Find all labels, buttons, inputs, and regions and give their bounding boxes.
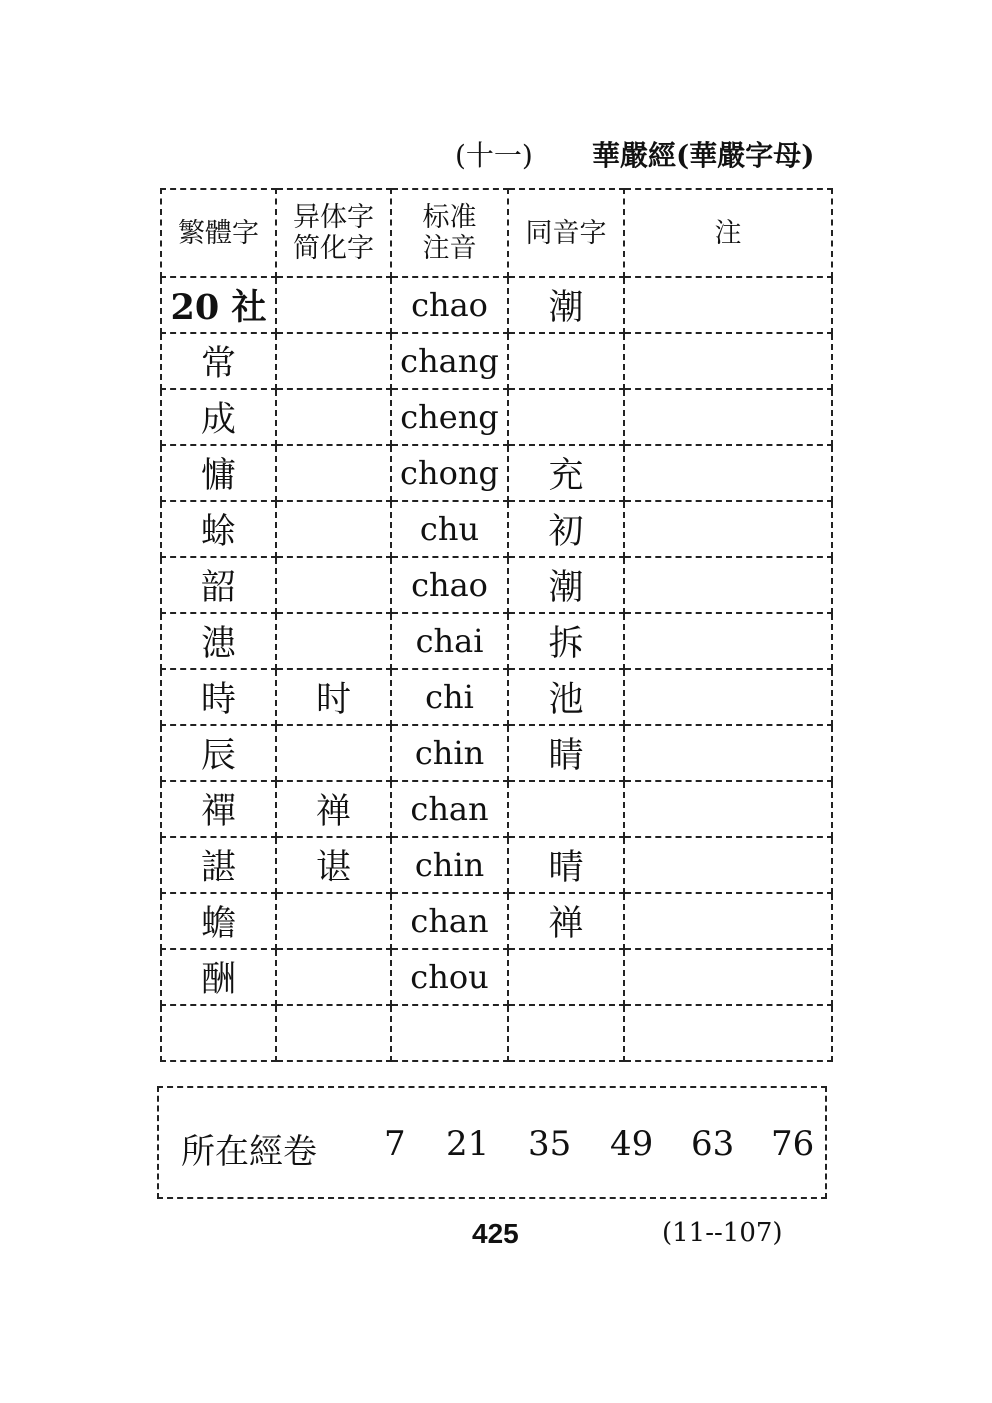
cell-homophone: 禅 — [508, 893, 624, 949]
cell-pinyin: chao — [391, 277, 508, 333]
cell-traditional: 禪 — [161, 781, 276, 837]
cell-note — [624, 837, 832, 893]
cell-traditional: 蟾 — [161, 893, 276, 949]
cell-note — [624, 333, 832, 389]
cell-pinyin: chou — [391, 949, 508, 1005]
column-header-note: 注 — [624, 189, 832, 277]
cell-note — [624, 613, 832, 669]
cell-variant — [276, 949, 391, 1005]
cell-traditional: 蜍 — [161, 501, 276, 557]
cell-homophone: 充 — [508, 445, 624, 501]
cell-variant — [276, 277, 391, 333]
table-row — [161, 501, 832, 557]
volume-box — [157, 1086, 827, 1199]
column-header-homophone: 同音字 — [508, 189, 624, 277]
table-row — [161, 893, 832, 949]
cell-traditional: 成 — [161, 389, 276, 445]
cell-variant: 时 — [276, 669, 391, 725]
cell-homophone — [508, 781, 624, 837]
table-row — [161, 669, 832, 725]
table-row — [161, 445, 832, 501]
table-row — [161, 557, 832, 613]
table-row — [161, 725, 832, 781]
column-header-traditional: 繁體字 — [161, 189, 276, 277]
cell-variant — [276, 613, 391, 669]
cell-pinyin: chu — [391, 501, 508, 557]
table-row — [161, 613, 832, 669]
page-number: 425 — [472, 1218, 519, 1249]
cell-homophone: 晴 — [508, 837, 624, 893]
volume-number: 7 — [384, 1124, 406, 1164]
cell-pinyin: chi — [391, 669, 508, 725]
cell-pinyin: chao — [391, 557, 508, 613]
cell-traditional: 諶 — [161, 837, 276, 893]
reference-code: (11--107) — [662, 1218, 783, 1248]
volume-label: 所在經卷 — [181, 1132, 317, 1172]
cell-variant — [276, 557, 391, 613]
volume-number: 21 — [446, 1124, 490, 1164]
cell-homophone: 潮 — [508, 557, 624, 613]
page-title: 華嚴經(華嚴字母) — [592, 139, 815, 172]
cell-traditional: 酬 — [161, 949, 276, 1005]
cell-traditional: 辰 — [161, 725, 276, 781]
volume-number: 35 — [528, 1124, 572, 1164]
cell-homophone: 睛 — [508, 725, 624, 781]
cell-variant — [276, 501, 391, 557]
cell-homophone — [508, 333, 624, 389]
column-header-pinyin: 标准 注音 — [391, 189, 508, 277]
table-row — [161, 781, 832, 837]
cell-pinyin — [391, 1005, 508, 1061]
cell-pinyin: chin — [391, 725, 508, 781]
volume-number: 49 — [610, 1124, 654, 1164]
cell-note — [624, 501, 832, 557]
table-row — [161, 837, 832, 893]
cell-homophone: 拆 — [508, 613, 624, 669]
cell-traditional — [161, 1005, 276, 1061]
table-row — [161, 277, 832, 333]
cell-note — [624, 445, 832, 501]
cell-traditional: 常 — [161, 333, 276, 389]
cell-variant: 谌 — [276, 837, 391, 893]
cell-note — [624, 893, 832, 949]
cell-traditional: 慵 — [161, 445, 276, 501]
table-row — [161, 333, 832, 389]
cell-pinyin: chan — [391, 781, 508, 837]
cell-variant — [276, 725, 391, 781]
cell-pinyin: chang — [391, 333, 508, 389]
table-header-row — [161, 189, 832, 277]
section-number: (十一) — [455, 139, 533, 172]
cell-homophone: 潮 — [508, 277, 624, 333]
cell-variant — [276, 333, 391, 389]
cell-pinyin: chan — [391, 893, 508, 949]
cell-note — [624, 1005, 832, 1061]
table-body — [161, 277, 832, 1061]
table-row — [161, 1005, 832, 1061]
cell-note — [624, 389, 832, 445]
cell-pinyin: cheng — [391, 389, 508, 445]
cell-variant: 禅 — [276, 781, 391, 837]
table-row — [161, 389, 832, 445]
column-header-variant: 异体字 简化字 — [276, 189, 391, 277]
cell-homophone — [508, 1005, 624, 1061]
cell-note — [624, 557, 832, 613]
cell-homophone — [508, 389, 624, 445]
cell-traditional: 韶 — [161, 557, 276, 613]
cell-pinyin: chong — [391, 445, 508, 501]
cell-note — [624, 949, 832, 1005]
cell-homophone: 池 — [508, 669, 624, 725]
cell-traditional: 時 — [161, 669, 276, 725]
page-header — [450, 130, 850, 174]
cell-homophone: 初 — [508, 501, 624, 557]
cell-traditional: 漶 — [161, 613, 276, 669]
cell-variant — [276, 445, 391, 501]
character-table — [160, 188, 833, 1062]
cell-note — [624, 277, 832, 333]
cell-pinyin: chai — [391, 613, 508, 669]
cell-note — [624, 669, 832, 725]
cell-variant — [276, 389, 391, 445]
cell-pinyin: chin — [391, 837, 508, 893]
table-row — [161, 949, 832, 1005]
cell-homophone — [508, 949, 624, 1005]
cell-note — [624, 781, 832, 837]
volume-number: 76 — [771, 1124, 815, 1164]
cell-note — [624, 725, 832, 781]
volume-number: 63 — [691, 1124, 735, 1164]
cell-variant — [276, 1005, 391, 1061]
cell-variant — [276, 893, 391, 949]
cell-traditional: 20 社 — [161, 277, 276, 333]
